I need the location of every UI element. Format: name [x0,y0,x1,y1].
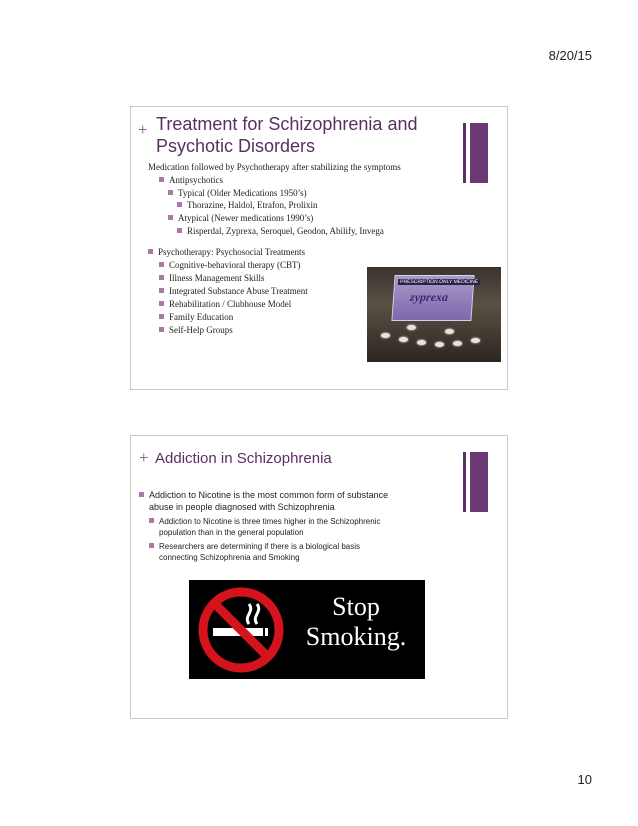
list-item: Family Education [159,311,233,323]
pill-icon [453,341,462,346]
bullet-square-icon [159,288,164,293]
no-smoking-icon [197,586,285,674]
bullet-square-icon [159,314,164,319]
list-item: Risperdal, Zyprexa, Seroquel, Geodon, Abilify, Invega [177,225,384,237]
bullet-square-icon [168,215,173,220]
bullet-square-icon [177,228,182,233]
list-item-continuation: population than in the general population [159,528,304,537]
bullet-square-icon [159,177,164,182]
list-item-continuation: connecting Schizophrenia and Smoking [159,553,300,562]
accent-bar-thick [470,123,488,183]
list-item: Thorazine, Haldol, Etrafon, Prolixin [177,199,317,211]
page-date: 8/20/15 [548,48,592,63]
pill-icon [435,342,444,347]
page-number: 10 [577,772,592,787]
accent-bar-thin [463,123,466,183]
bullet-square-icon [139,492,144,497]
plus-icon: + [139,448,149,467]
slide-title: Addiction in Schizophrenia [155,450,332,467]
bullet-square-icon [159,327,164,332]
pill-icon [471,338,480,343]
pill-icon [417,340,426,345]
bullet-square-icon [148,249,153,254]
bullet-square-icon [149,543,154,548]
accent-bar-thin [463,452,466,512]
bullet-square-icon [159,301,164,306]
slide-treatment [130,106,508,390]
stop-smoking-text [291,592,421,652]
list-item: Typical (Older Medications 1950’s) [168,187,307,199]
list-item: Antipsychotics [159,174,223,186]
bullet-square-icon [168,190,173,195]
list-item: Psychotherapy: Psychosocial Treatments [148,246,305,258]
bullet-square-icon [159,262,164,267]
list-item: Cognitive-behavioral therapy (CBT) [159,259,300,271]
list-item: Integrated Substance Abuse Treatment [159,285,308,297]
list-item: Illness Management Skills [159,272,265,284]
bullet-square-icon [177,202,182,207]
list-item: Atypical (Newer medications 1990’s) [168,212,313,224]
slide-title-line: Psychotic Disorders [156,136,316,156]
rx-label: PRESCRIPTION ONLY MEDICINE [399,279,479,285]
stop-text-line: Smoking. [305,622,407,651]
list-item: Addiction to Nicotine is the most common form of substance [139,489,388,501]
pill-icon [381,333,390,338]
slide-title-line: Treatment for Schizophrenia and [156,114,418,134]
stop-smoking-image [189,580,425,679]
list-item: Addiction to Nicotine is three times higher in the Schizophrenic [149,516,380,528]
intro-text: Medication followed by Psychotherapy after stabilizing the symptoms [148,162,401,172]
pill-icon [445,329,454,334]
stop-text-line: Stop [332,592,380,621]
pill-icon [407,325,416,330]
medicine-box [391,275,479,321]
bullet-square-icon [149,518,154,523]
plus-icon: + [138,120,148,139]
list-item: Researchers are determining if there is a biological basis [149,541,360,553]
zyprexa-photo [367,267,501,362]
brand-label: zyprexa [409,290,449,304]
pill-icon [399,337,408,342]
slide-addiction [130,435,508,719]
slide-title [156,113,456,157]
list-item: Self-Help Groups [159,324,233,336]
list-item: Rehabilitation / Clubhouse Model [159,298,291,310]
bullet-square-icon [159,275,164,280]
accent-bar-thick [470,452,488,512]
list-item-continuation: abuse in people diagnosed with Schizophrenia [149,502,335,512]
